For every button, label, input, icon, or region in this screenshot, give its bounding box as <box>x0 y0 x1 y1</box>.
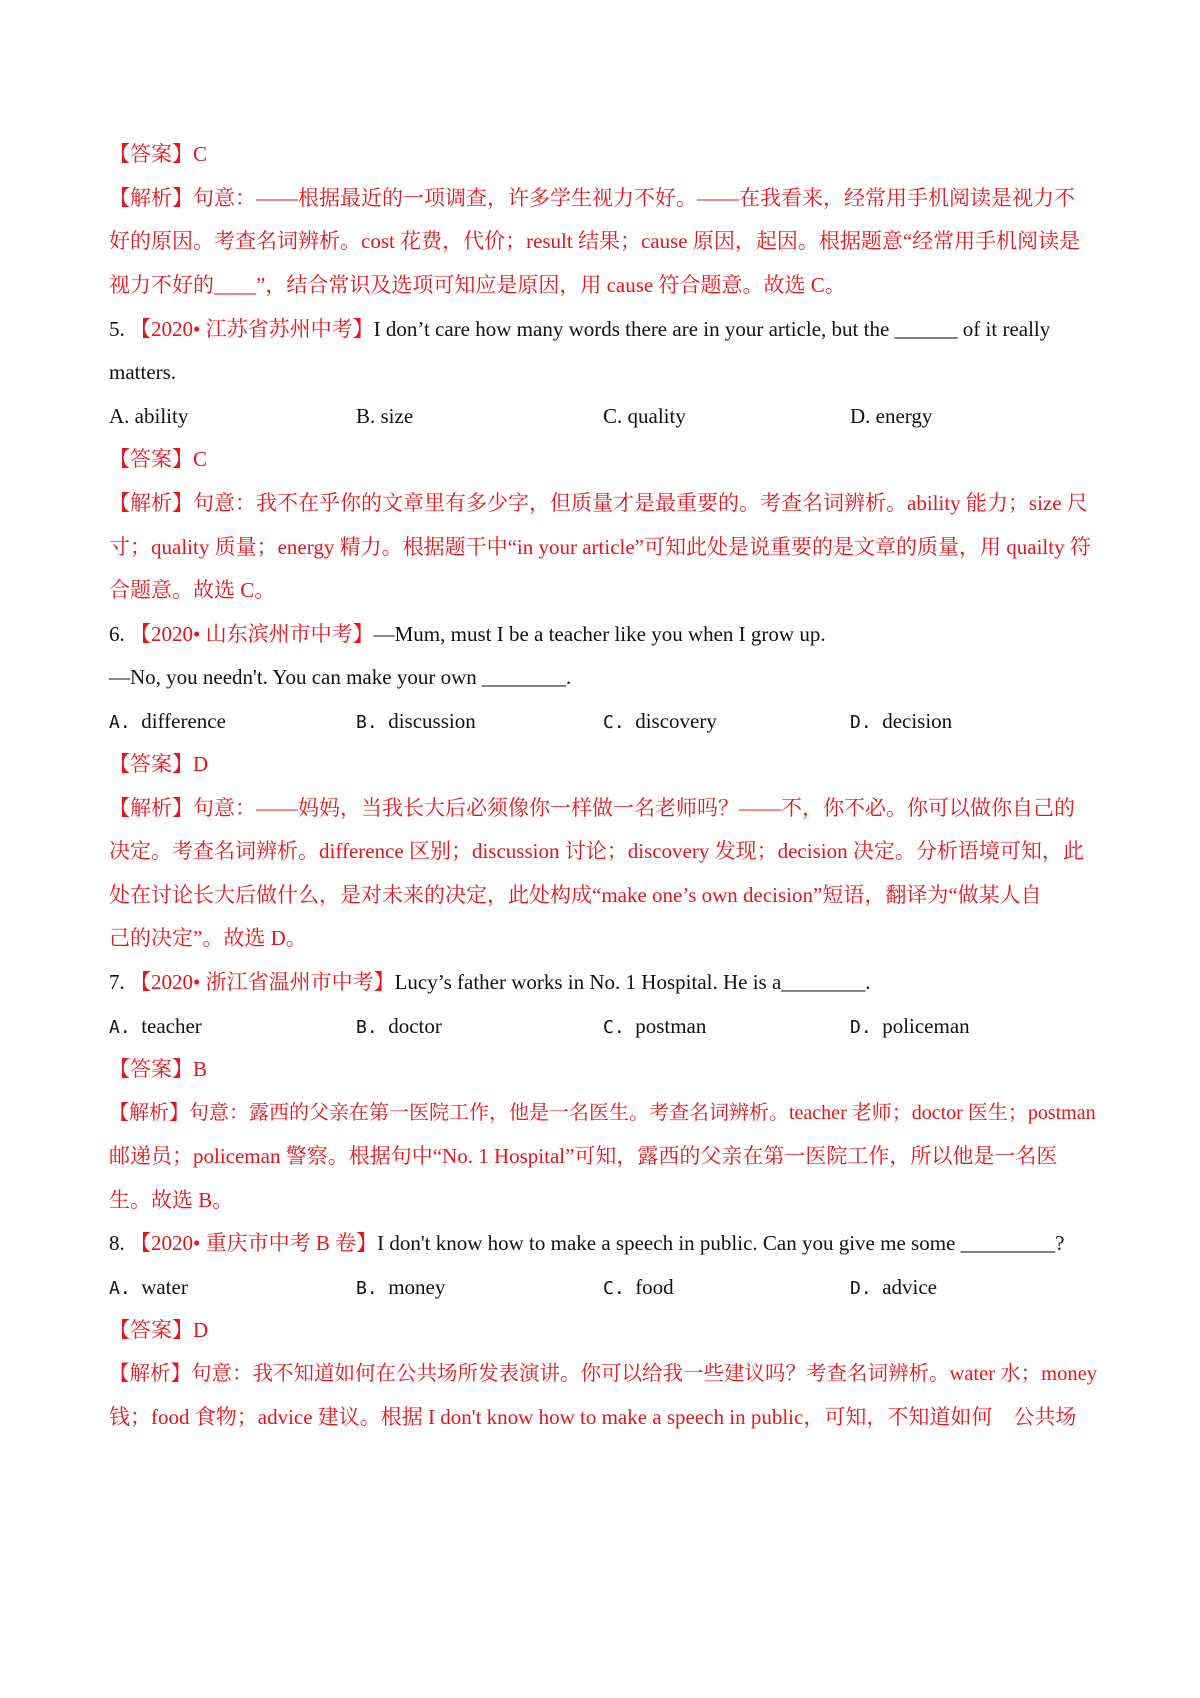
explanation-line: 生。故选 B。 <box>109 1188 234 1212</box>
option-c: C. postman <box>603 1014 707 1038</box>
answer-value: C <box>193 142 208 166</box>
answer-label: 【答案】 <box>109 1318 193 1342</box>
question-source: 【2020• 浙江省温州市中考】 <box>130 970 395 994</box>
question-source: 【2020• 山东滨州市中考】 <box>130 622 374 646</box>
answer-label: 【答案】 <box>109 142 193 166</box>
option-a: A. ability <box>109 404 189 428</box>
explanation-text: 句意：——妈妈，当我长大后必须像你一样做一名老师吗？——不，你不必。你可以做你自己的 <box>193 796 1075 820</box>
question-text: —Mum, must I be a teacher like you when I grow up. <box>373 622 826 646</box>
explanation-label: 【解析】 <box>109 186 193 210</box>
question-stem <box>109 619 1099 649</box>
explanation-line <box>109 1098 1099 1128</box>
answer-value: B <box>193 1057 208 1081</box>
answer-value: D <box>193 1318 209 1342</box>
explanation-label: 【解析】 <box>109 796 193 820</box>
option-b: B. size <box>356 404 414 428</box>
answer-line <box>109 139 1099 169</box>
explanation-line <box>109 183 1099 213</box>
option-c: C. discovery <box>603 709 717 733</box>
option-d: D. advice <box>850 1275 937 1299</box>
answer-line <box>109 1315 1099 1345</box>
question-text: Lucy’s father works in No. 1 Hospital. He is a________. <box>394 970 871 994</box>
question-text-continued: matters. <box>109 360 177 384</box>
explanation-line: 合题意。故选 C。 <box>109 578 276 602</box>
question-stem <box>109 314 1099 344</box>
answer-line <box>109 444 1099 474</box>
question-text: I don’t care how many words there are in your article, but the ______ of it really <box>373 317 1051 341</box>
explanation-line: 寸；quality 质量；energy 精力。根据题干中“in your article”可知此处是说重要的是文章的质量，用 quailty 符 <box>109 535 1091 559</box>
explanation-label: 【解析】 <box>109 1363 191 1385</box>
option-d: D. policeman <box>850 1014 970 1038</box>
question-source: 【2020• 重庆市中考 B 卷】 <box>130 1231 378 1255</box>
option-b: B. discussion <box>356 709 476 733</box>
question-number: 5. <box>109 317 125 341</box>
explanation-line: 己的决定”。故选 D。 <box>109 926 307 950</box>
question-stem <box>109 967 1099 997</box>
explanation-text: 句意：露西的父亲在第一医院工作，他是一名医生。考查名词辨析。teacher 老师；doctor 医生；postman <box>189 1102 1096 1124</box>
question-number: 7. <box>109 970 125 994</box>
explanation-line: 邮递员；policeman 警察。根据句中“No. 1 Hospital”可知，露西的父亲在第一医院工作，所以他是一名医 <box>109 1144 1058 1168</box>
answer-line <box>109 1054 1099 1084</box>
explanation-line: 视力不好的____”，结合常识及选项可知应是原因，用 cause 符合题意。故选 C。 <box>109 273 846 297</box>
question-text-continued: —No, you needn't. You can make your own ________. <box>109 665 572 689</box>
explanation-text: 句意：——根据最近的一项调查，许多学生视力不好。——在我看来，经常用手机阅读是视力不 <box>193 186 1075 210</box>
explanation-text: 句意：我不知道如何在公共场所发表演讲。你可以给我一些建议吗？考查名词辨析。water 水；money <box>191 1363 1097 1385</box>
explanation-text: 句意：我不在乎你的文章里有多少字，但质量才是最重要的。考查名词辨析。ability 能力；size 尺 <box>193 491 1088 515</box>
option-d: D. energy <box>850 404 933 428</box>
explanation-label: 【解析】 <box>109 491 193 515</box>
option-b: B. doctor <box>356 1014 442 1038</box>
question-source: 【2020• 江苏省苏州中考】 <box>130 317 374 341</box>
question-stem <box>109 1228 1099 1258</box>
answer-label: 【答案】 <box>109 447 193 471</box>
explanation-label: 【解析】 <box>109 1102 189 1124</box>
answer-line <box>109 749 1099 779</box>
explanation-line <box>109 793 1099 823</box>
question-number: 6. <box>109 622 125 646</box>
option-b: B. money <box>356 1275 446 1299</box>
option-a: A. water <box>109 1275 188 1299</box>
explanation-line: 决定。考查名词辨析。difference 区别；discussion 讨论；discovery 发现；decision 决定。分析语境可知，此 <box>109 839 1084 863</box>
option-a: A. teacher <box>109 1014 202 1038</box>
question-number: 8. <box>109 1231 125 1255</box>
option-c: C. food <box>603 1275 674 1299</box>
explanation-line: 好的原因。考查名词辨析。cost 花费，代价；result 结果；cause 原因，起因。根据题意“经常用手机阅读是 <box>109 229 1081 253</box>
answer-value: D <box>193 752 209 776</box>
answer-label: 【答案】 <box>109 752 193 776</box>
option-d: D. decision <box>850 709 953 733</box>
explanation-line: 处在讨论长大后做什么，是对未来的决定，此处构成“make one’s own decision”短语，翻译为“做某人自 <box>109 883 1042 907</box>
explanation-line <box>109 488 1099 518</box>
answer-value: C <box>193 447 208 471</box>
option-c: C. quality <box>603 404 686 428</box>
option-a: A. difference <box>109 709 226 733</box>
explanation-line <box>109 1359 1099 1389</box>
explanation-line: 钱；food 食物；advice 建议。根据 I don't know how to make a speech in public，可知，不知道如何 公共场 <box>109 1405 1077 1429</box>
question-text: I don't know how to make a speech in public. Can you give me some _________? <box>377 1231 1065 1255</box>
answer-label: 【答案】 <box>109 1057 193 1081</box>
